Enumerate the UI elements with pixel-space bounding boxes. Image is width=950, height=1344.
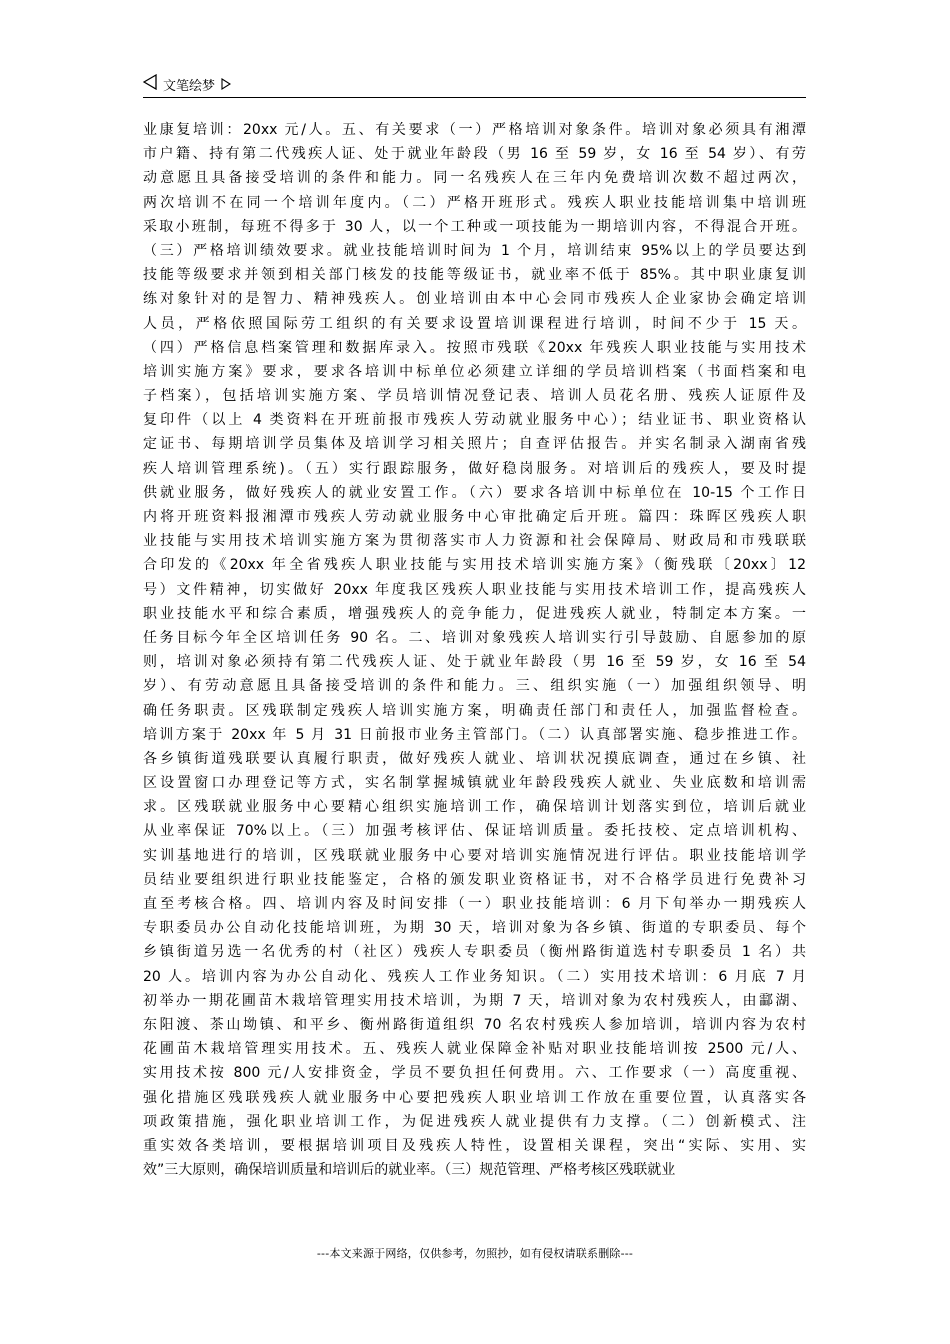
text-line: 花圃苗木栽培管理实用技术。五、残疾人就业保障金补贴对职业技能培训按 2500 元/人、: [143, 1041, 806, 1058]
text-line: 复印件（以上 4 类资料在开班前报市残疾人劳动就业服务中心）；结业证书、职业资格认: [143, 412, 806, 429]
text-line: 效”三大原则，确保培训质量和培训后的就业率。（三）规范管理、严格考核区残联就业: [143, 1162, 676, 1179]
text-line: 专职委员办公自动化技能培训班，为期 30 天，培训对象为各乡镇、街道的专职委员、每个: [143, 920, 806, 937]
text-line: 技能等级要求并领到相关部门核发的技能等级证书，就业率不低于 85%。其中职业康复训: [143, 267, 806, 284]
text-line: 子档案），包括培训实施方案、学员培训情况登记表、培训人员花名册、残疾人证原件及: [143, 388, 806, 405]
text-line: 号）文件精神，切实做好 20xx 年度我区残疾人职业技能与实用技术培训工作，提高残疾人: [143, 581, 806, 598]
text-line: 各乡镇街道残联要认真履行职责，做好残疾人就业、培训状况摸底调查，通过在乡镇、社: [143, 750, 806, 767]
text-line: 岁）、有劳动意愿且具备接受培训的条件和能力。三、组织实施（一）加强组织领导、明: [143, 678, 806, 695]
page-header: [143, 72, 806, 96]
text-line: 业技能与实用技术培训实施方案为贯彻落实市人力资源和社会保障局、财政局和市残联联: [143, 533, 806, 550]
text-line: 市户籍、持有第二代残疾人证、处于就业年龄段（男 16 至 59 岁，女 16 至 54 岁）、有劳: [143, 146, 806, 163]
text-line: 两次培训不在同一个培训年度内。（二）严格开班形式。残疾人职业技能培训集中培训班: [143, 194, 806, 211]
text-line: 定证书、每期培训学员集体及培训学习相关照片；自查评估报告。并实名制录入湖南省残: [143, 436, 806, 453]
text-line: 则，培训对象必须持有第二代残疾人证、处于就业年龄段（男 16 至 59 岁，女 16 至 54: [143, 654, 806, 671]
text-line: 采取小班制，每班不得多于 30 人，以一个工种或一项技能为一期培训内容，不得混合开班。: [143, 218, 806, 235]
text-line: 职业技能水平和综合素质，增强残疾人的竞争能力，促进残疾人就业，特制定本方案。一: [143, 605, 806, 622]
text-line: 强化措施区残联残疾人就业服务中心要把残疾人职业培训工作放在重要位置，认真落实各: [143, 1089, 806, 1106]
text-line: 培训实施方案》要求，要求各培训中标单位必须建立详细的学员培训档案（书面档案和电: [143, 363, 806, 380]
text-line: 20 人。培训内容为办公自动化、残疾人工作业务知识。（二）实用技术培训：6 月底 7 月: [143, 968, 806, 985]
brand-title: 文笔绘梦: [163, 78, 216, 94]
text-line: 从业率保证 70%以上。（三）加强考核评估、保证培训质量。委托技校、定点培训机构、: [143, 823, 806, 840]
text-line: 初举办一期花圃苗木栽培管理实用技术培训，为期 7 天，培训对象为农村残疾人，由酃湖、: [143, 992, 806, 1009]
text-line: 东阳渡、茶山坳镇、和平乡、衡州路街道组织 70 名农村残疾人参加培训，培训内容为农村: [143, 1016, 806, 1033]
text-line: 业康复培训：20xx 元/人。五、有关要求（一）严格培训对象条件。培训对象必须具有湘潭: [143, 122, 806, 138]
text-line: （三）严格培训绩效要求。就业技能培训时间为 1 个月，培训结束 95%以上的学员要达到: [143, 242, 806, 259]
text-line: 实用技术按 800 元/人安排资金，学员不要负担任何费用。六、工作要求（一）高度重视、: [143, 1065, 806, 1082]
text-line: 人员，严格依照国际劳工组织的有关要求设置培训课程进行培训，时间不少于 15 天。: [143, 315, 806, 332]
text-line: 确任务职责。区残联制定残疾人培训实施方案，明确责任部门和责任人，加强监督检查。: [143, 702, 806, 719]
text-line: 直至考核合格。四、培训内容及时间安排（一）职业技能培训：6 月下旬举办一期残疾人: [143, 896, 806, 912]
text-line: 疾人培训管理系统)。（五）实行跟踪服务，做好稳岗服务。对培训后的残疾人，要及时提: [143, 460, 806, 477]
text-line: 供就业服务，做好残疾人的就业安置工作。（六）要求各培训中标单位在 10-15 个工作日: [143, 484, 806, 501]
triangle-right-icon: [221, 75, 231, 94]
text-line: 乡镇街道另选一名优秀的村（社区）残疾人专职委员（衡州路街道选村专职委员 1 名）共: [143, 944, 806, 961]
text-line: 实训基地进行的培训，区残联就业服务中心要对培训实施情况进行评估。职业技能培训学: [143, 847, 806, 864]
text-line: 培训方案于 20xx 年 5 月 31 日前报市业务主管部门。（二）认真部署实施、稳步推进工作。: [143, 726, 806, 743]
text-line: 任务目标今年全区培训任务 90 名。二、培训对象残疾人培训实行引导鼓励、自愿参加的原: [143, 629, 806, 646]
text-line: 内将开班资料报湘潭市残疾人劳动就业服务中心审批确定后开班。篇四：珠晖区残疾人职: [143, 509, 806, 525]
text-line: （四）严格信息档案管理和数据库录入。按照市残联《20xx 年残疾人职业技能与实用技术: [143, 339, 806, 356]
text-line: 区设置窗口办理登记等方式，实名制掌握城镇就业年龄段残疾人就业、失业底数和培训需: [143, 775, 806, 792]
document-body: [143, 118, 806, 1182]
text-line: 员结业要组织进行职业技能鉴定，合格的颁发职业资格证书，对不合格学员进行免费补习: [143, 871, 806, 888]
text-line: 求。区残联就业服务中心要精心组织实施培训工作，确保培训计划落实到位，培训后就业: [143, 799, 806, 816]
footer-disclaimer: ---本文来源于网络，仅供参考，勿照抄，如有侵权请联系删除---: [316, 1247, 634, 1260]
triangle-left-icon: [143, 74, 157, 94]
text-line: 项政策措施，强化职业培训工作，为促进残疾人就业提供有力支撑。（二）创新模式、注: [143, 1113, 806, 1130]
text-line: 重实效各类培训，要根据培训项目及残疾人特性，设置相关课程，突出“实际、实用、实: [143, 1137, 806, 1154]
text-line: 合印发的《20xx 年全省残疾人职业技能与实用技术培训实施方案》（衡残联〔20xx〕12: [143, 557, 806, 574]
header-divider: [143, 97, 806, 98]
text-line: 动意愿且具备接受培训的条件和能力。同一名残疾人在三年内免费培训次数不超过两次，: [143, 170, 806, 187]
text-line: 练对象针对的是智力、精神残疾人。创业培训由本中心会同市残疾人企业家协会确定培训: [143, 291, 806, 308]
